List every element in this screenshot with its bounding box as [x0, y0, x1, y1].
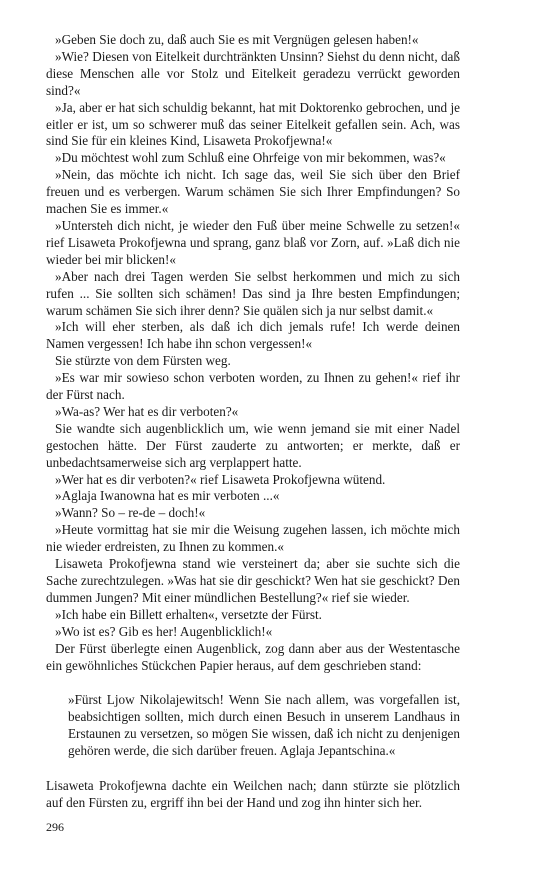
paragraph: »Aber nach drei Tagen werden Sie selbst herkommen und mich zu sich rufen ... Sie sollten sich schämen! Das sind ja Ihre besten Empfindungen; warum schämen Sie sich ihrer denn? Sie quälen sich ja nur selbst damit.«	[46, 268, 460, 318]
paragraph: »Aglaja Iwanowna hat es mir verboten ...«	[55, 488, 280, 504]
paragraph: Lisaweta Prokofjewna stand wie versteinert da; aber sie suchte sich die Sache zurechtzulegen. »Was hat sie dir geschickt? Wen hat sie geschickt? Den dummen Jungen? Mit einer mündlichen Bestellung?« rief sie wieder.	[46, 556, 460, 605]
quoted-letter: »Fürst Ljow Nikolajewitsch! Wenn Sie nach allem, was vorgefallen ist, beabsichtigen sollten, mich durch einen Besuch in unserem Landhaus in Erstaunen zu versetzen, so mögen Sie wissen, daß ich nicht zu denjenigen gehören werde, die sich darüber freuen. Aglaja Jepantschina.«	[68, 692, 460, 759]
paragraph: »Ich habe ein Billett erhalten«, versetzte der Fürst.	[55, 606, 322, 622]
paragraph: »Wann? So – re-de – doch!«	[55, 505, 206, 521]
paragraph: »Wo ist es? Gib es her! Augenblicklich!«	[55, 623, 273, 639]
paragraph: »Wa-as? Wer hat es dir verboten?«	[55, 403, 239, 419]
paragraph: »Geben Sie doch zu, daß auch Sie es mit Vergnügen gelesen haben!«	[55, 32, 419, 47]
paragraph: »Du möchtest wohl zum Schluß eine Ohrfeige von mir bekommen, was?«	[55, 150, 446, 166]
page-number: 296	[46, 820, 64, 834]
paragraph: »Wer hat es dir verboten?« rief Lisaweta Prokofjewna wütend.	[55, 471, 386, 487]
page-text	[46, 32, 460, 812]
closing-paragraph: Lisaweta Prokofjewna dachte ein Weilchen nach; dann stürzte sie plötzlich auf den Fürsten zu, ergriff ihn bei der Hand und zog ihn hinter sich her.	[46, 778, 460, 810]
paragraph: »Ich will eher sterben, als daß ich dich jemals rufe! Ich werde deinen Namen vergessen! Ich habe ihn schon vergessen!«	[46, 319, 460, 352]
paragraph: Der Fürst überlegte einen Augenblick, zog dann aber aus der Westentasche ein gewöhnliches Stückchen Papier heraus, auf dem geschrieben stand:	[46, 640, 460, 673]
paragraph: »Wie? Diesen von Eitelkeit durchtränkten Unsinn? Siehst du denn nicht, daß diese Menschen alle vor Stolz und Eitelkeit geradezu verrückt geworden sind?«	[46, 48, 460, 98]
paragraph: »Heute vormittag hat sie mir die Weisung zugehen lassen, ich möchte mich nie wieder erdreisten, zu Ihnen zu kommen.«	[46, 522, 460, 555]
paragraph: Sie stürzte von dem Fürsten weg.	[55, 353, 231, 369]
paragraph: »Es war mir sowieso schon verboten worden, zu Ihnen zu gehen!« rief ihr der Fürst nach.	[46, 370, 460, 403]
paragraph: »Ja, aber er hat sich schuldig bekannt, hat mit Doktorenko gebrochen, und je eitler er ist, um so schwerer muß das seiner Eitelkeit gefallen sein. Ach, was sind Sie für ein kleines Kind, Lisaweta Prokofjewna!«	[46, 99, 460, 149]
paragraph: »Nein, das möchte ich nicht. Ich sage das, weil Sie sich über den Brief freuen und es verbergen. Warum schämen Sie sich Ihrer Empfindungen? So machen Sie es immer.«	[46, 167, 460, 217]
paragraph: »Untersteh dich nicht, je wieder den Fuß über meine Schwelle zu setzen!« rief Lisaweta Prokofjewna und sprang, ganz blaß vor Zorn, auf. »Laß dich nie wieder bei mir blicken!«	[46, 217, 460, 267]
paragraph: Sie wandte sich augenblicklich um, wie wenn jemand sie mit einer Nadel gestochen hätte. Der Fürst zauderte zu antworten; er merkte, daß er unbedachtsamerweise sich arg verplappert hatte.	[46, 420, 460, 470]
